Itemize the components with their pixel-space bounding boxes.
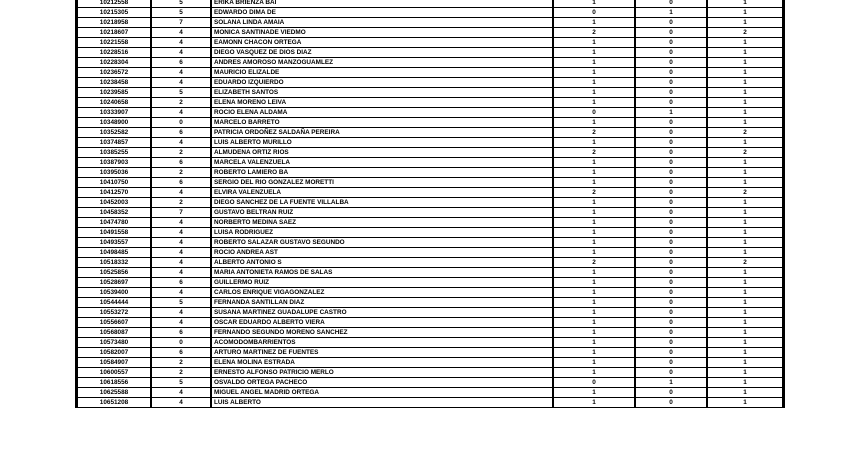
table-row xyxy=(77,88,784,98)
cell-id: 10491558 xyxy=(77,228,152,238)
cell-name: DIEGO VASQUEZ DE DIOS DIAZ xyxy=(211,48,553,58)
cell-col-b: 0 xyxy=(635,168,707,178)
cell-group: 6 xyxy=(151,178,211,188)
cell-col-b: 0 xyxy=(635,228,707,238)
cell-col-a: 2 xyxy=(553,148,635,158)
cell-col-a: 1 xyxy=(553,398,635,408)
table-row xyxy=(77,228,784,238)
cell-col-c: 1 xyxy=(707,208,784,218)
cell-id: 10525856 xyxy=(77,268,152,278)
cell-group: 6 xyxy=(151,348,211,358)
table-row xyxy=(77,148,784,158)
cell-col-a: 1 xyxy=(553,198,635,208)
cell-group: 4 xyxy=(151,308,211,318)
cell-col-c: 1 xyxy=(707,308,784,318)
cell-id: 10215305 xyxy=(77,8,152,18)
cell-group: 5 xyxy=(151,378,211,388)
cell-group: 0 xyxy=(151,338,211,348)
cell-col-a: 1 xyxy=(553,218,635,228)
table-row xyxy=(77,198,784,208)
cell-name: ERNESTO ALFONSO PATRICIO MERLO xyxy=(211,368,553,378)
cell-col-c: 2 xyxy=(707,128,784,138)
cell-id: 10452003 xyxy=(77,198,152,208)
table-row xyxy=(77,188,784,198)
cell-name: MAURICIO ELIZALDE xyxy=(211,68,553,78)
cell-group: 4 xyxy=(151,218,211,228)
cell-col-a: 2 xyxy=(553,258,635,268)
table-row xyxy=(77,368,784,378)
cell-col-b: 0 xyxy=(635,288,707,298)
cell-id: 10238458 xyxy=(77,78,152,88)
cell-id: 10374857 xyxy=(77,138,152,148)
cell-col-a: 1 xyxy=(553,98,635,108)
cell-id: 10218607 xyxy=(77,28,152,38)
cell-col-c: 1 xyxy=(707,108,784,118)
cell-group: 6 xyxy=(151,158,211,168)
cell-id: 10498485 xyxy=(77,248,152,258)
cell-id: 10412570 xyxy=(77,188,152,198)
cell-name: SUSANA MARTINEZ GUADALUPE CASTRO xyxy=(211,308,553,318)
cell-id: 10573480 xyxy=(77,338,152,348)
cell-col-c: 1 xyxy=(707,318,784,328)
cell-name: EAMONN CHACON ORTEGA xyxy=(211,38,553,48)
cell-group: 4 xyxy=(151,398,211,408)
cell-id: 10528697 xyxy=(77,278,152,288)
cell-id: 10212558 xyxy=(77,0,152,8)
cell-group: 4 xyxy=(151,48,211,58)
table-row xyxy=(77,0,784,8)
cell-id: 10218958 xyxy=(77,18,152,28)
cell-id: 10352582 xyxy=(77,128,152,138)
cell-id: 10228304 xyxy=(77,58,152,68)
table-row xyxy=(77,288,784,298)
cell-col-c: 2 xyxy=(707,28,784,38)
table-row xyxy=(77,308,784,318)
table-row xyxy=(77,238,784,248)
cell-col-c: 2 xyxy=(707,188,784,198)
cell-group: 4 xyxy=(151,258,211,268)
cell-id: 10518332 xyxy=(77,258,152,268)
data-table xyxy=(75,0,785,408)
cell-col-b: 0 xyxy=(635,308,707,318)
cell-id: 10582007 xyxy=(77,348,152,358)
cell-name: MARCELA VALENZUELA xyxy=(211,158,553,168)
cell-id: 10228516 xyxy=(77,48,152,58)
cell-col-c: 1 xyxy=(707,38,784,48)
cell-name: LUIS ALBERTO MURILLO xyxy=(211,138,553,148)
cell-name: GUILLERMO RUIZ xyxy=(211,278,553,288)
cell-col-a: 1 xyxy=(553,238,635,248)
cell-col-b: 0 xyxy=(635,118,707,128)
cell-name: EDUARDO IZQUIERDO xyxy=(211,78,553,88)
cell-col-c: 1 xyxy=(707,48,784,58)
cell-col-c: 1 xyxy=(707,8,784,18)
cell-id: 10493557 xyxy=(77,238,152,248)
table-row xyxy=(77,8,784,18)
table-row xyxy=(77,398,784,408)
cell-group: 5 xyxy=(151,298,211,308)
cell-col-a: 1 xyxy=(553,38,635,48)
cell-group: 0 xyxy=(151,118,211,128)
cell-name: FERNANDA SANTILLAN DIAZ xyxy=(211,298,553,308)
cell-col-a: 1 xyxy=(553,168,635,178)
cell-col-c: 1 xyxy=(707,158,784,168)
table-row xyxy=(77,248,784,258)
cell-col-b: 0 xyxy=(635,38,707,48)
cell-col-b: 0 xyxy=(635,88,707,98)
cell-id: 10553272 xyxy=(77,308,152,318)
cell-name: ELENA MOLINA ESTRADA xyxy=(211,358,553,368)
cell-col-b: 0 xyxy=(635,358,707,368)
cell-group: 4 xyxy=(151,388,211,398)
cell-name: ELVIRA VALENZUELA xyxy=(211,188,553,198)
table-row xyxy=(77,348,784,358)
table-row xyxy=(77,118,784,128)
cell-name: SOLANA LINDA AMAIA xyxy=(211,18,553,28)
cell-id: 10385255 xyxy=(77,148,152,158)
cell-name: ERIKA BRIENZA BAI xyxy=(211,0,553,8)
cell-name: DIEGO SANCHEZ DE LA FUENTE VILLALBA xyxy=(211,198,553,208)
cell-name: MONICA SANTINADE VIEDMO xyxy=(211,28,553,38)
cell-col-c: 1 xyxy=(707,58,784,68)
cell-group: 4 xyxy=(151,228,211,238)
table-row xyxy=(77,328,784,338)
cell-col-c: 1 xyxy=(707,228,784,238)
cell-col-b: 0 xyxy=(635,68,707,78)
table-row xyxy=(77,58,784,68)
cell-col-c: 1 xyxy=(707,278,784,288)
cell-col-b: 1 xyxy=(635,378,707,388)
cell-col-c: 1 xyxy=(707,298,784,308)
cell-col-c: 1 xyxy=(707,288,784,298)
cell-name: OSVALDO ORTEGA PACHECO xyxy=(211,378,553,388)
cell-group: 4 xyxy=(151,268,211,278)
cell-col-c: 1 xyxy=(707,98,784,108)
cell-col-a: 1 xyxy=(553,278,635,288)
cell-name: ACOMODOMBARRIENTOS xyxy=(211,338,553,348)
table-row xyxy=(77,218,784,228)
table-row xyxy=(77,388,784,398)
cell-col-a: 1 xyxy=(553,158,635,168)
cell-col-a: 1 xyxy=(553,338,635,348)
cell-id: 10568087 xyxy=(77,328,152,338)
table-row xyxy=(77,208,784,218)
cell-col-b: 0 xyxy=(635,388,707,398)
cell-col-b: 0 xyxy=(635,338,707,348)
cell-col-a: 1 xyxy=(553,78,635,88)
cell-id: 10651208 xyxy=(77,398,152,408)
cell-name: ROCIO ELENA ALDAMA xyxy=(211,108,553,118)
cell-col-a: 1 xyxy=(553,48,635,58)
cell-group: 2 xyxy=(151,368,211,378)
cell-col-a: 1 xyxy=(553,68,635,78)
cell-col-c: 1 xyxy=(707,18,784,28)
table-row xyxy=(77,68,784,78)
cell-id: 10410750 xyxy=(77,178,152,188)
cell-col-a: 1 xyxy=(553,328,635,338)
cell-id: 10600557 xyxy=(77,368,152,378)
cell-col-b: 0 xyxy=(635,348,707,358)
cell-col-c: 1 xyxy=(707,398,784,408)
cell-col-b: 0 xyxy=(635,148,707,158)
cell-col-c: 1 xyxy=(707,0,784,8)
cell-id: 10618556 xyxy=(77,378,152,388)
cell-group: 6 xyxy=(151,128,211,138)
cell-col-b: 0 xyxy=(635,158,707,168)
cell-group: 4 xyxy=(151,68,211,78)
cell-col-b: 0 xyxy=(635,48,707,58)
cell-col-a: 1 xyxy=(553,208,635,218)
cell-col-a: 1 xyxy=(553,88,635,98)
cell-group: 7 xyxy=(151,208,211,218)
cell-col-b: 0 xyxy=(635,298,707,308)
cell-col-a: 1 xyxy=(553,388,635,398)
cell-col-c: 2 xyxy=(707,258,784,268)
cell-id: 10625588 xyxy=(77,388,152,398)
table-row xyxy=(77,178,784,188)
cell-name: SERGIO DEL RIO GONZALEZ MORETTI xyxy=(211,178,553,188)
cell-col-a: 1 xyxy=(553,298,635,308)
cell-id: 10395036 xyxy=(77,168,152,178)
cell-col-a: 2 xyxy=(553,128,635,138)
cell-group: 5 xyxy=(151,0,211,8)
cell-group: 4 xyxy=(151,238,211,248)
cell-name: OSCAR EDUARDO ALBERTO VIERA xyxy=(211,318,553,328)
cell-col-a: 1 xyxy=(553,268,635,278)
cell-col-b: 0 xyxy=(635,258,707,268)
table-row xyxy=(77,108,784,118)
cell-col-b: 0 xyxy=(635,0,707,8)
cell-name: PATRICIA ORDOÑEZ SALDAÑA PEREIRA xyxy=(211,128,553,138)
cell-col-c: 1 xyxy=(707,118,784,128)
cell-col-b: 1 xyxy=(635,108,707,118)
table-row xyxy=(77,98,784,108)
cell-group: 6 xyxy=(151,278,211,288)
cell-id: 10474780 xyxy=(77,218,152,228)
table-row xyxy=(77,38,784,48)
cell-col-b: 0 xyxy=(635,328,707,338)
table-row xyxy=(77,48,784,58)
cell-col-b: 0 xyxy=(635,218,707,228)
cell-name: ROCIO ANDREA AST xyxy=(211,248,553,258)
table-row xyxy=(77,268,784,278)
cell-col-b: 1 xyxy=(635,8,707,18)
cell-col-b: 0 xyxy=(635,98,707,108)
cell-name: GUSTAVO BELTRAN RUIZ xyxy=(211,208,553,218)
cell-group: 2 xyxy=(151,198,211,208)
cell-group: 5 xyxy=(151,88,211,98)
cell-col-a: 1 xyxy=(553,58,635,68)
cell-col-b: 0 xyxy=(635,128,707,138)
cell-id: 10556607 xyxy=(77,318,152,328)
cell-col-c: 1 xyxy=(707,68,784,78)
cell-col-b: 0 xyxy=(635,78,707,88)
table-row xyxy=(77,358,784,368)
cell-name: EDWARDO DIMA DE xyxy=(211,8,553,18)
table-row xyxy=(77,128,784,138)
cell-group: 4 xyxy=(151,138,211,148)
cell-col-a: 0 xyxy=(553,8,635,18)
cell-col-b: 0 xyxy=(635,28,707,38)
cell-id: 10539400 xyxy=(77,288,152,298)
cell-col-c: 1 xyxy=(707,198,784,208)
cell-group: 2 xyxy=(151,148,211,158)
cell-col-c: 1 xyxy=(707,178,784,188)
table-row xyxy=(77,28,784,38)
cell-group: 4 xyxy=(151,38,211,48)
cell-col-b: 0 xyxy=(635,278,707,288)
cell-name: MIGUEL ANGEL MADRID ORTEGA xyxy=(211,388,553,398)
cell-name: LUIS ALBERTO xyxy=(211,398,553,408)
cell-col-c: 1 xyxy=(707,248,784,258)
cell-group: 2 xyxy=(151,358,211,368)
cell-name: MARCELO BARRETO xyxy=(211,118,553,128)
cell-id: 10236572 xyxy=(77,68,152,78)
table-row xyxy=(77,168,784,178)
cell-name: ALMUDENA ORTIZ RIOS xyxy=(211,148,553,158)
cell-col-a: 1 xyxy=(553,0,635,8)
cell-col-b: 0 xyxy=(635,188,707,198)
cell-col-b: 0 xyxy=(635,398,707,408)
cell-name: LUISA RODRIGUEZ xyxy=(211,228,553,238)
cell-group: 7 xyxy=(151,18,211,28)
cell-col-c: 1 xyxy=(707,358,784,368)
cell-col-b: 0 xyxy=(635,198,707,208)
cell-group: 4 xyxy=(151,248,211,258)
cell-col-b: 0 xyxy=(635,268,707,278)
cell-id: 10221558 xyxy=(77,38,152,48)
cell-group: 2 xyxy=(151,168,211,178)
cell-col-b: 0 xyxy=(635,208,707,218)
cell-group: 4 xyxy=(151,318,211,328)
cell-name: CARLOS ENRIQUE VIGAGONZALEZ xyxy=(211,288,553,298)
cell-name: ROBERTO SALAZAR GUSTAVO SEGUNDO xyxy=(211,238,553,248)
cell-group: 6 xyxy=(151,58,211,68)
cell-col-c: 1 xyxy=(707,338,784,348)
cell-col-a: 1 xyxy=(553,318,635,328)
cell-id: 10544444 xyxy=(77,298,152,308)
cell-name: ANDRES AMOROSO MANZOGUAMLEZ xyxy=(211,58,553,68)
cell-col-b: 0 xyxy=(635,368,707,378)
cell-col-c: 1 xyxy=(707,138,784,148)
cell-group: 4 xyxy=(151,78,211,88)
cell-col-b: 0 xyxy=(635,58,707,68)
cell-name: FERNANDO SEGUNDO MORENO SANCHEZ xyxy=(211,328,553,338)
cell-id: 10387903 xyxy=(77,158,152,168)
cell-id: 10240658 xyxy=(77,98,152,108)
cell-col-a: 0 xyxy=(553,108,635,118)
cell-name: ELIZABETH SANTOS xyxy=(211,88,553,98)
cell-id: 10584907 xyxy=(77,358,152,368)
cell-col-a: 1 xyxy=(553,248,635,258)
cell-col-c: 1 xyxy=(707,218,784,228)
cell-col-c: 1 xyxy=(707,268,784,278)
cell-col-c: 1 xyxy=(707,388,784,398)
cell-id: 10239585 xyxy=(77,88,152,98)
cell-col-b: 0 xyxy=(635,248,707,258)
cell-group: 4 xyxy=(151,288,211,298)
cell-col-c: 1 xyxy=(707,88,784,98)
cell-col-b: 0 xyxy=(635,18,707,28)
cell-group: 6 xyxy=(151,328,211,338)
table-row xyxy=(77,318,784,328)
cell-name: NORBERTO MEDINA SAEZ xyxy=(211,218,553,228)
cell-col-c: 1 xyxy=(707,78,784,88)
cell-col-b: 0 xyxy=(635,138,707,148)
table-row xyxy=(77,278,784,288)
cell-col-a: 1 xyxy=(553,368,635,378)
cell-col-a: 1 xyxy=(553,288,635,298)
cell-col-c: 1 xyxy=(707,348,784,358)
table-row xyxy=(77,138,784,148)
cell-col-c: 1 xyxy=(707,368,784,378)
cell-col-a: 0 xyxy=(553,378,635,388)
table-row xyxy=(77,298,784,308)
cell-col-b: 0 xyxy=(635,318,707,328)
cell-id: 10333907 xyxy=(77,108,152,118)
cell-col-c: 2 xyxy=(707,148,784,158)
cell-group: 4 xyxy=(151,28,211,38)
cell-col-a: 1 xyxy=(553,138,635,148)
cell-col-a: 1 xyxy=(553,308,635,318)
table-row xyxy=(77,338,784,348)
cell-name: ELENA MORENO LEIVA xyxy=(211,98,553,108)
cell-col-a: 1 xyxy=(553,118,635,128)
cell-group: 2 xyxy=(151,98,211,108)
cell-name: ALBERTO ANTONIO S xyxy=(211,258,553,268)
cell-name: MARIA ANTONIETA RAMOS DE SALAS xyxy=(211,268,553,278)
cell-col-c: 1 xyxy=(707,328,784,338)
cell-col-a: 2 xyxy=(553,188,635,198)
table-row xyxy=(77,78,784,88)
cell-col-a: 1 xyxy=(553,228,635,238)
cell-col-c: 1 xyxy=(707,168,784,178)
cell-group: 4 xyxy=(151,108,211,118)
cell-name: ROBERTO LAMIERO BA xyxy=(211,168,553,178)
cell-col-a: 2 xyxy=(553,28,635,38)
cell-col-a: 1 xyxy=(553,358,635,368)
table-row xyxy=(77,258,784,268)
cell-col-b: 0 xyxy=(635,238,707,248)
cell-id: 10458352 xyxy=(77,208,152,218)
cell-col-a: 1 xyxy=(553,348,635,358)
cell-col-c: 1 xyxy=(707,378,784,388)
table-body xyxy=(77,0,784,408)
cell-id: 10348900 xyxy=(77,118,152,128)
cell-name: ARTURO MARTINEZ DE FUENTES xyxy=(211,348,553,358)
cell-col-c: 1 xyxy=(707,238,784,248)
cell-col-b: 0 xyxy=(635,178,707,188)
table-row xyxy=(77,18,784,28)
cell-col-a: 1 xyxy=(553,178,635,188)
cell-group: 4 xyxy=(151,188,211,198)
cell-group: 5 xyxy=(151,8,211,18)
table-row xyxy=(77,158,784,168)
cell-col-a: 1 xyxy=(553,18,635,28)
table-row xyxy=(77,378,784,388)
